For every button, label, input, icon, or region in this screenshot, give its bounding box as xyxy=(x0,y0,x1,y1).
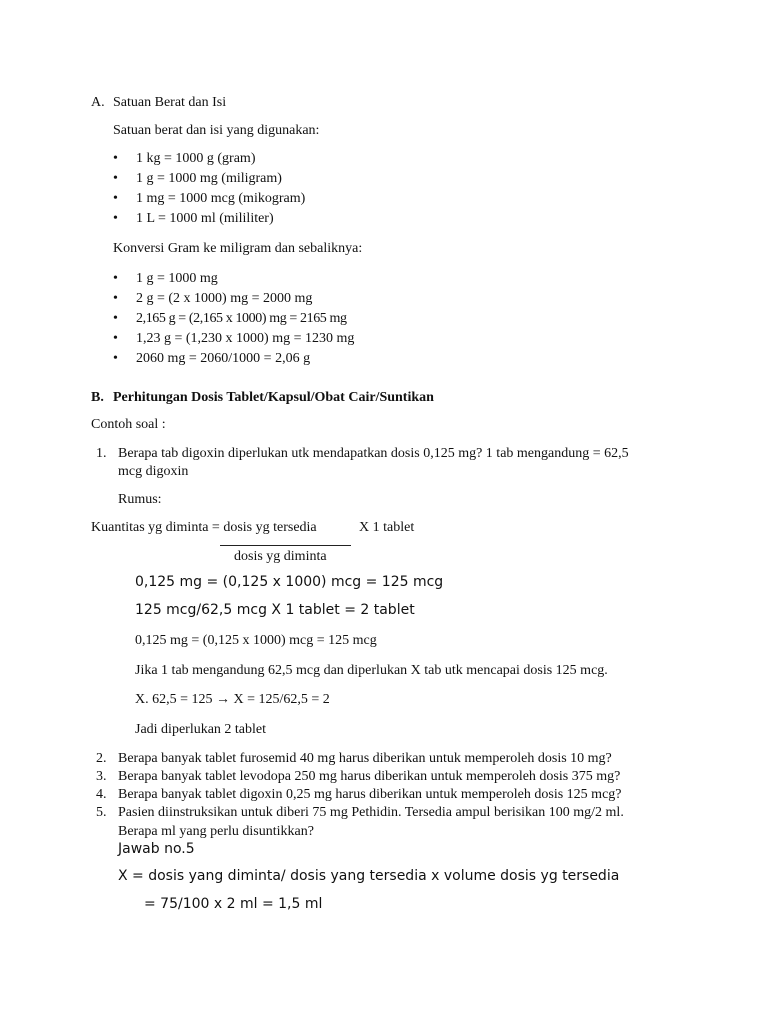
bullet-icon: • xyxy=(113,291,118,306)
formula-multiplier: X 1 tablet xyxy=(359,520,415,535)
example-label: Contoh soal : xyxy=(91,417,166,432)
bullet-icon: • xyxy=(113,351,118,366)
work-step-4: Jika 1 tab mengandung 62,5 mcg dan diperlukan X tab utk mencapai dosis 125 mcg. xyxy=(135,663,608,678)
bullet-icon: • xyxy=(113,151,118,166)
list-item: • 1 L = 1000 ml (mililiter) xyxy=(113,211,274,226)
list-item: • 2 g = (2 x 1000) mg = 2000 mg xyxy=(113,291,313,306)
list-item: • 1,23 g = (1,230 x 1000) mg = 1230 mg xyxy=(113,331,355,346)
formula-denominator: dosis yg diminta xyxy=(234,549,327,564)
formula-lhs: Kuantitas yg diminta = dosis yg tersedia xyxy=(91,520,317,535)
list-item: 3. Berapa banyak tablet levodopa 250 mg harus diberikan untuk memperoleh dosis 375 mg? xyxy=(96,769,621,784)
conversions-list xyxy=(113,270,354,370)
question-1-line-1: Berapa tab digoxin diperlukan utk mendapatkan dosis 0,125 mg? 1 tab mengandung = 62,5 xyxy=(118,446,629,461)
question-1-line-2: mcg digoxin xyxy=(118,464,189,479)
bullet-icon: • xyxy=(113,271,118,286)
list-item: 4. Berapa banyak tablet digoxin 0,25 mg harus diberikan untuk memperoleh dosis 125 mcg? xyxy=(96,787,622,802)
section-a-marker: A. xyxy=(91,95,105,110)
section-b-marker: B. xyxy=(91,390,104,405)
bullet-icon: • xyxy=(113,211,118,226)
bullet-icon: • xyxy=(113,191,118,206)
units-list xyxy=(113,150,305,230)
answer-result: = 75/100 x 2 ml = 1,5 ml xyxy=(144,896,323,912)
answer-label: Jawab no.5 xyxy=(118,841,195,857)
section-a-heading: Satuan Berat dan Isi xyxy=(113,95,227,110)
work-step-1: 0,125 mg = (0,125 x 1000) mcg = 125 mcg xyxy=(135,574,444,590)
list-item: • 2,165 g = (2,165 x 1000) mg = 2165 mg xyxy=(113,311,347,326)
section-a-intro: Satuan berat dan isi yang digunakan: xyxy=(113,123,320,138)
list-item: • 1 g = 1000 mg xyxy=(113,271,218,286)
work-step-3: 0,125 mg = (0,125 x 1000) mcg = 125 mcg xyxy=(135,633,377,648)
bullet-icon: • xyxy=(113,311,118,326)
list-item: 5. Pasien diinstruksikan untuk diberi 75 mg Pethidin. Tersedia ampul berisikan 100 mg/2 ml. xyxy=(96,805,624,820)
question-5-line-2: Berapa ml yang perlu disuntikkan? xyxy=(118,824,314,839)
rumus-label: Rumus: xyxy=(118,492,162,507)
list-item: • 1 kg = 1000 g (gram) xyxy=(113,151,256,166)
question-number: 1. xyxy=(96,446,107,461)
questions-list xyxy=(96,750,696,822)
fraction-line xyxy=(220,545,351,546)
conversion-intro: Konversi Gram ke miligram dan sebaliknya: xyxy=(113,241,363,256)
work-step-2: 125 mcg/62,5 mcg X 1 tablet = 2 tablet xyxy=(135,602,415,618)
list-item: • 1 g = 1000 mg (miligram) xyxy=(113,171,282,186)
list-item: • 2060 mg = 2060/1000 = 2,06 g xyxy=(113,351,311,366)
list-item: • 1 mg = 1000 mcg (mikogram) xyxy=(113,191,306,206)
work-step-5: X. 62,5 = 125 → X = 125/62,5 = 2 xyxy=(135,692,330,707)
work-conclusion: Jadi diperlukan 2 tablet xyxy=(135,722,267,737)
answer-formula: X = dosis yang diminta/ dosis yang tersedia x volume dosis yg tersedia xyxy=(118,868,620,884)
list-item: 2. Berapa banyak tablet furosemid 40 mg harus diberikan untuk memperoleh dosis 10 mg? xyxy=(96,751,612,766)
bullet-icon: • xyxy=(113,171,118,186)
section-b-heading: Perhitungan Dosis Tablet/Kapsul/Obat Cair/Suntikan xyxy=(113,390,434,405)
bullet-icon: • xyxy=(113,331,118,346)
